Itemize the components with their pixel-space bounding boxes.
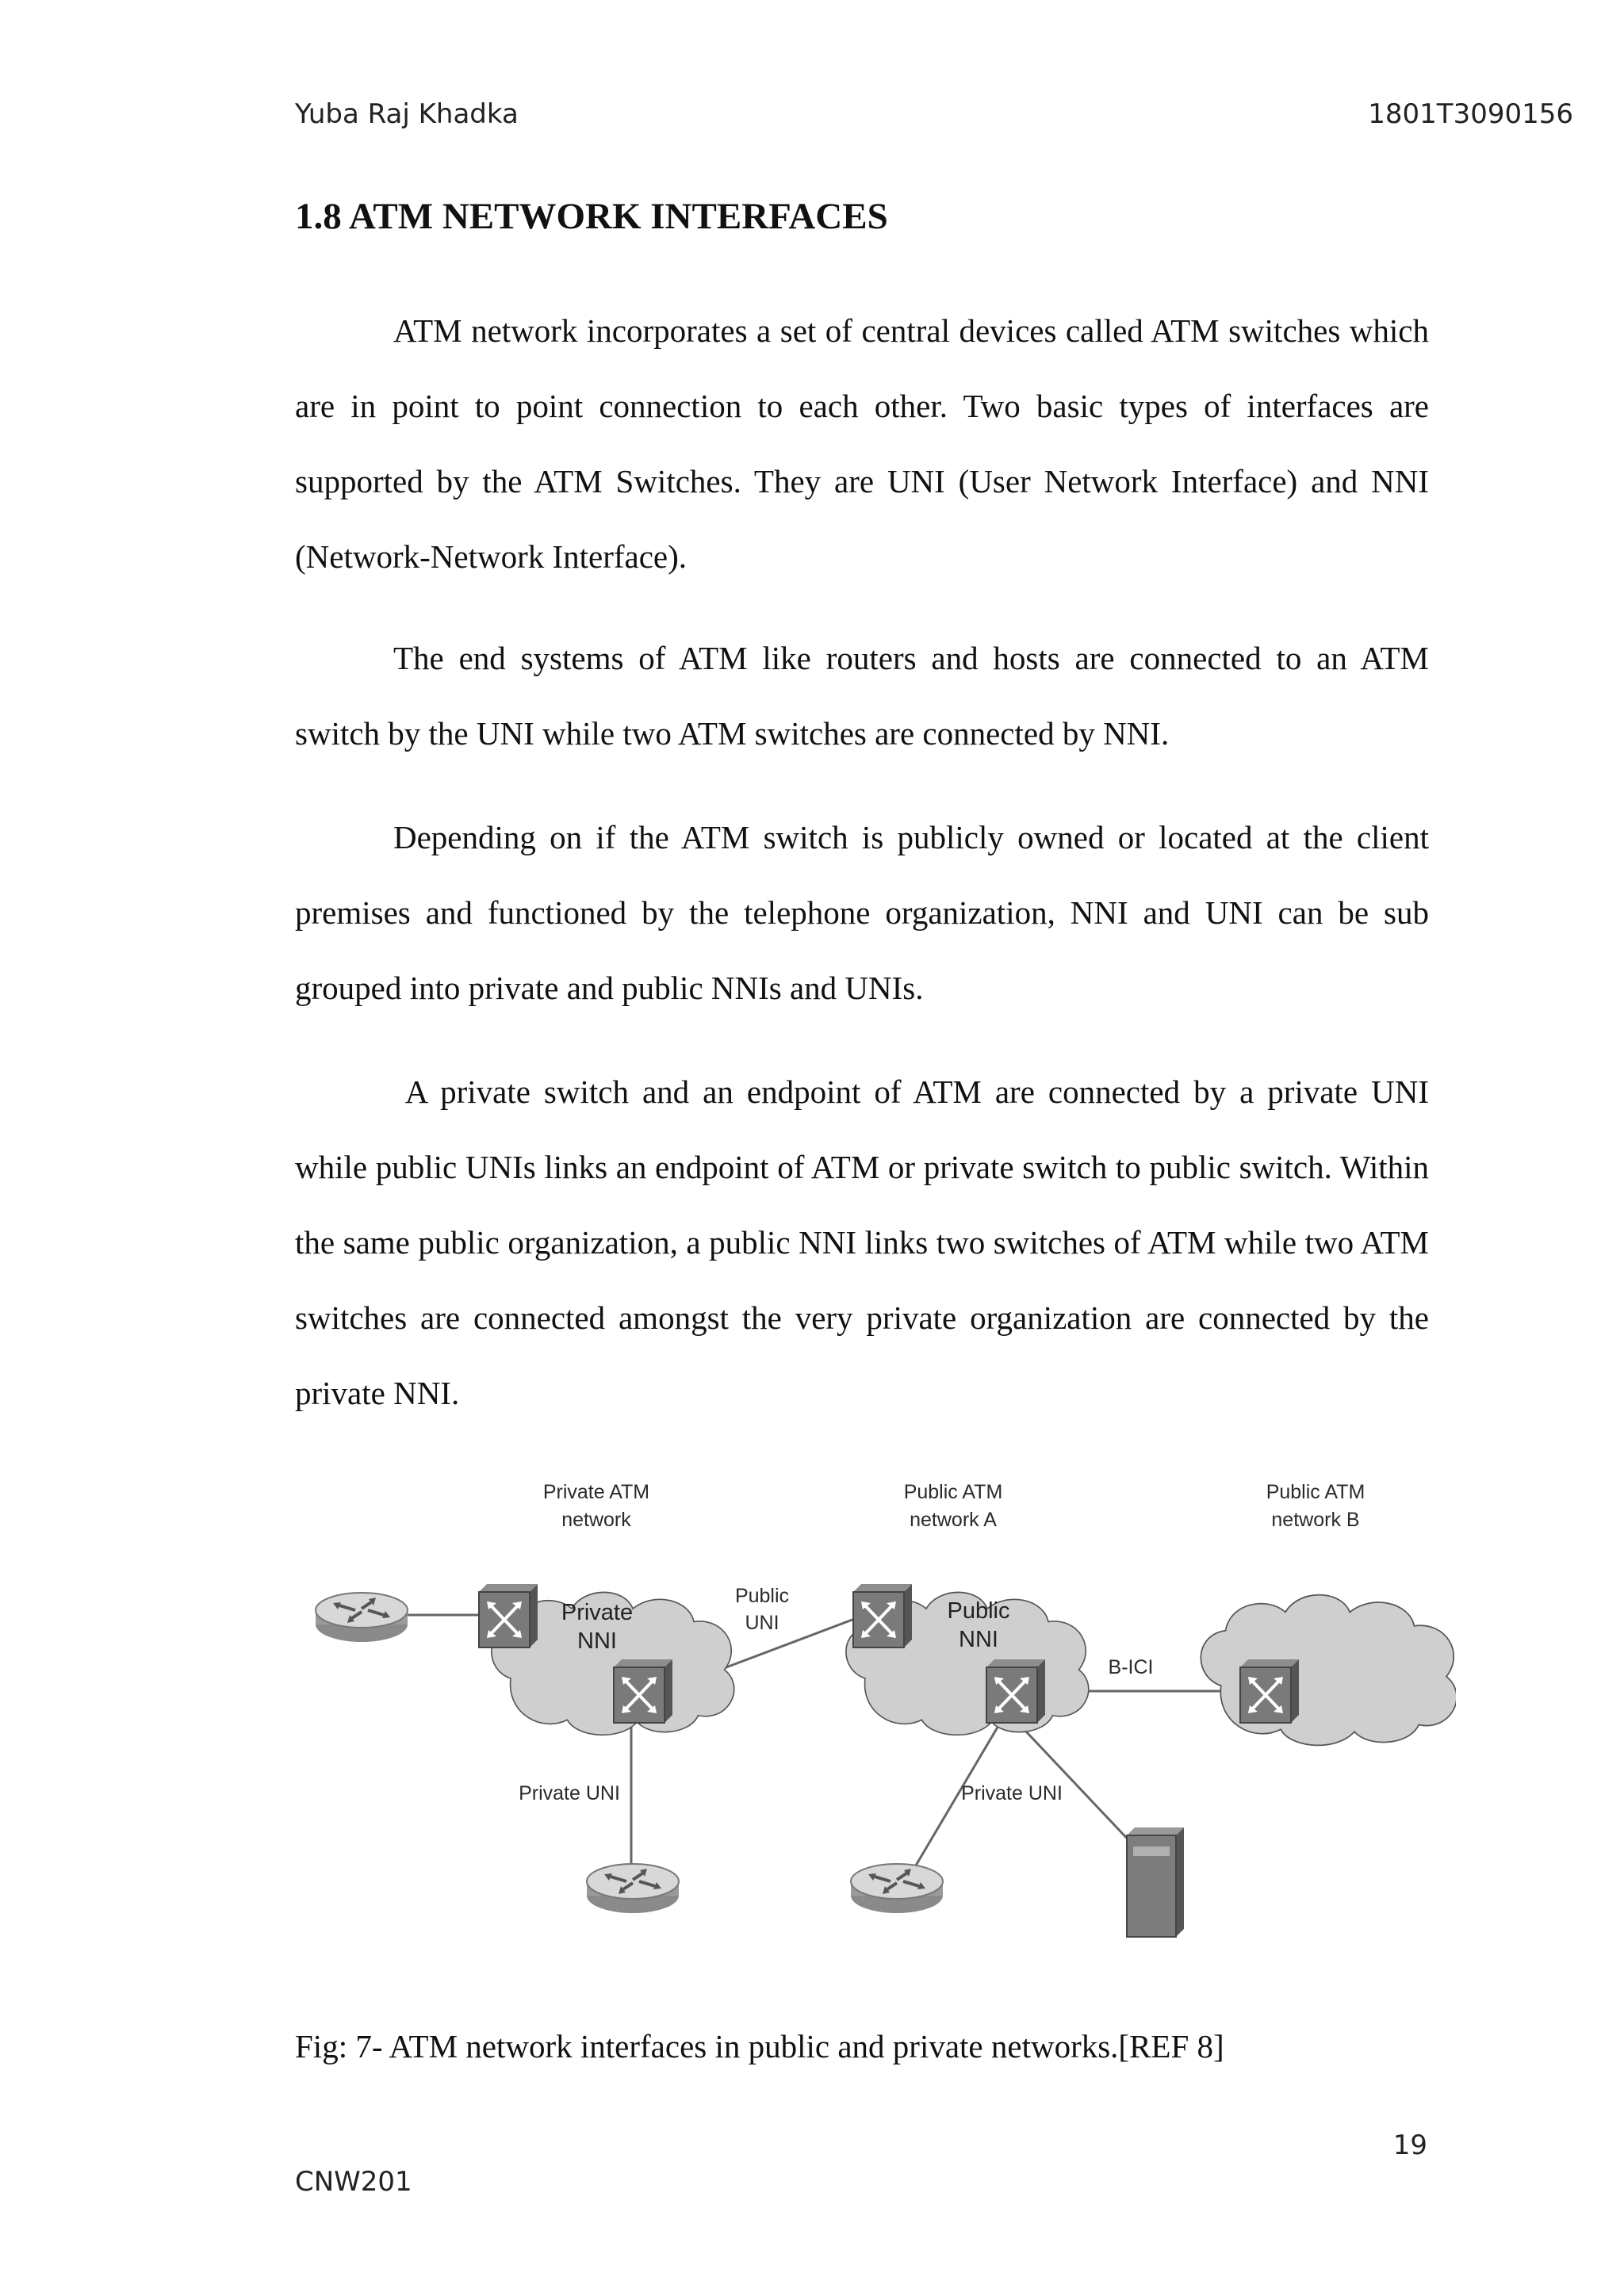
label-private-uni-left: Private UNI [519,1782,620,1804]
network-links [338,1613,1234,1891]
label-private-atm-line2: network [561,1509,631,1531]
label-public-uni-line2: UNI [745,1612,779,1634]
label-bici: B-ICI [1108,1656,1154,1678]
atm-switch-icon [853,1584,912,1647]
router-icon [587,1864,679,1913]
section-title: 1.8 ATM NETWORK INTERFACES [295,196,888,237]
paragraph-3-text: Depending on if the ATM switch is publicly owned or located at the client premises and functioned by the telephone organization, NNI and UNI can be sub grouped into private and public NNIs and UNIs. [295,819,1429,1006]
label-private-atm-line1: Private ATM [542,1481,650,1503]
atm-network-figure [314,1463,1456,1954]
atm-network-diagram [314,1463,1456,1954]
paragraph-2-text: The end systems of ATM like routers and hosts are connected to an ATM switch by the UNI while two ATM switches are connected by NNI. [295,640,1429,752]
paragraph-3 [295,800,1429,1026]
paragraph-4-text: A private switch and an endpoint of ATM are connected by a private UNI while public UNIs links an endpoint of ATM or private switch to public switch. Within the same public organization, a public NNI links two switches of ATM while two ATM switches are connected amongst the very private organization are connected by the private NNI. [295,1073,1429,1411]
server-icon [1127,1827,1184,1937]
label-private-nni-line2: NNI [577,1628,617,1654]
paragraph-4 [295,1054,1429,1431]
paragraph-2 [295,621,1429,771]
atm-switch-icon [479,1584,538,1647]
atm-switch-icon [614,1659,672,1723]
router-icon [851,1864,943,1913]
atm-switch-icon [986,1659,1045,1723]
paragraph-1 [295,293,1429,595]
label-public-uni-line1: Public [734,1585,790,1607]
label-public-b-line1: Public ATM [1266,1481,1365,1503]
header-student-id: 1801T3090156 [1368,98,1573,130]
figure-caption: Fig: 7- ATM network interfaces in public and private networks.[REF 8] [295,2028,1224,2064]
router-icon [316,1593,408,1642]
cloud-icon [1201,1595,1456,1746]
footer-course-code: CNW201 [295,2166,412,2198]
label-public-b-line2: network B [1271,1509,1360,1531]
label-public-nni-line1: Public [947,1598,1010,1624]
paragraph-1-text: ATM network incorporates a set of central devices called ATM switches which are in point to point connection to each other. Two basic types of interfaces are supported by the ATM Switches. They are UNI (User Network Interface) and NNI (Network-Network Interface). [295,312,1429,575]
label-public-nni-line2: NNI [959,1627,998,1652]
label-private-nni-line1: Private [561,1600,634,1625]
label-private-uni-right: Private UNI [961,1782,1063,1804]
page-number: 19 [1392,2130,1427,2161]
label-public-a-line1: Public ATM [903,1481,1003,1503]
label-public-a-line2: network A [910,1509,997,1531]
header-author: Yuba Raj Khadka [295,98,519,130]
atm-switch-icon [1240,1659,1299,1723]
